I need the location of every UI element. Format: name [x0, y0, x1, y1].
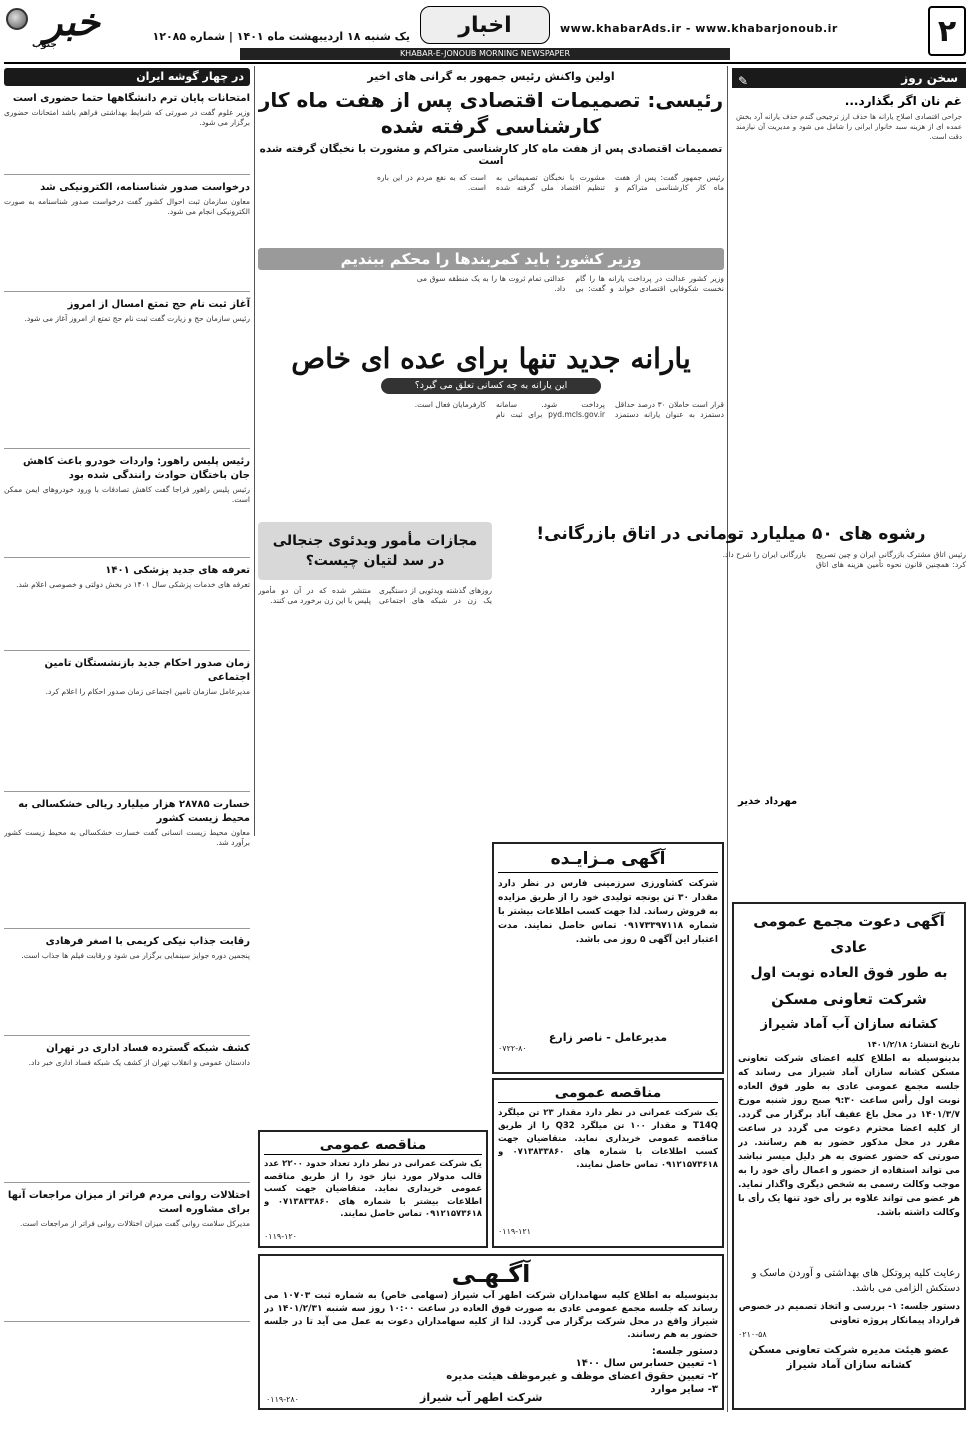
ad-majma-code: ۰۲۱۰-۵۸: [738, 1330, 767, 1339]
corner-news-body: رئیس سازمان حج و زیارت گفت ثبت نام حج تمتع از امروز آغاز می شود.: [24, 314, 250, 323]
yarane-subhead-box: [381, 378, 601, 394]
corner-news-item[interactable]: [4, 298, 250, 449]
vazir-body: وزیر کشور عدالت در پرداخت یارانه ها را گام نخست شکوفایی اقتصادی خواند و گفت: بی عدالتی تمام ثروت ها را به یک منطقه سوق می داد.: [416, 274, 724, 293]
logo-text: خبر: [44, 0, 100, 44]
ad-monaghese-1-body: یک شرکت عمرانی در نظر دارد مقدار ۲۳ تن میلگرد T14Q و مقدار ۱۰۰ تن میلگرد Q32 را از طریق مناقصه عمومی خریداری نماید. متقاضیان جهت کسب اطلاعات با شماره های ۰۷۱۳۸۳۳۸۶۰ و ۰۹۱۲۱۵۷۳۶۱۸ تماس حاصل نمایند.: [498, 1108, 718, 1170]
ad-majma-signature: عضو هیئت مدیره شرکت تعاونی مسکن کشانه سازان آماد شیراز: [748, 1344, 950, 1371]
mamur-body: روزهای گذشته ویدئویی از دستگیری یک زن در شبکه های اجتماعی منتشر شده که در آن دو مأمور پلیس با این زن برخورد می کنند.: [258, 586, 492, 605]
ad-aab-title: آگـهـی: [451, 1260, 531, 1288]
yarane-body: قرار است حاملان ۳۰ درصد حداقل دستمزد به عنوان یارانه دستمزد پرداخت شود. سامانه pyd.mcls.gov.ir برای ثبت نام کارفرمایان فعال است.: [414, 400, 724, 419]
ad-majma-note: رعایت کلیه پروتکل های بهداشتی و آوردن ماسک و دستکش الزامی می باشد.: [751, 1268, 960, 1294]
top-story: [258, 68, 724, 246]
ad-aab-signature: شرکت اطهر آب شیراز: [420, 1391, 543, 1404]
ad-aab-agenda-item: ۳- سایر موارد: [650, 1384, 718, 1395]
corner-news-body: رئیس پلیس راهور فراجا گفت کاهش تصادفات با ورود خودروهای ایمن ممکن است.: [4, 485, 250, 504]
issue-date: یک شنبه ۱۸ اردیبهشت ماه ۱۴۰۱ | شماره ۱۲۰۸۵: [152, 30, 410, 43]
mamur-headline[interactable]: مجازات مأمور ویدئوی جنجالی در سد لتیان چیست؟: [272, 533, 478, 569]
ad-mozayede-code: ۰۷۲۲-۸۰: [498, 1044, 527, 1053]
corner-news: [4, 68, 250, 1410]
corner-news-item[interactable]: [4, 657, 250, 792]
ad-majma-title-line: به طور فوق العاده نوبت اول: [750, 965, 948, 981]
ad-majma-title-line: کشانه سازان آب آماد شیراز: [760, 1017, 938, 1032]
ad-majma-date: تاریخ انتشار: ۱۴۰۱/۲/۱۸: [867, 1040, 960, 1049]
corner-news-body: تعرفه های خدمات پزشکی سال ۱۴۰۱ در بخش دولتی و خصوصی اعلام شد.: [16, 580, 250, 589]
corner-news-title[interactable]: درخواست صدور شناسنامه، الکترونیکی شد: [40, 182, 250, 193]
ad-majma-title-line: آگهی دعوت مجمع عمومی عادی: [753, 912, 945, 956]
vazir-headline-bar: [258, 248, 724, 270]
roshve-story: [496, 522, 966, 838]
corner-news-item[interactable]: [4, 181, 250, 292]
globe-icon: [6, 8, 28, 30]
editorial-label-box: سخن روز ✎: [732, 68, 966, 88]
corner-news-title[interactable]: آغاز ثبت نام حج تمتع امسال از امروز: [67, 299, 250, 310]
section-title-box: [420, 6, 550, 44]
corner-news-item[interactable]: [4, 564, 250, 651]
ad-aab: [258, 1254, 724, 1410]
top-story-body: رئیس جمهور گفت: پس از هفت ماه کار کارشناسی متراکم و مشورت با نخبگان تصمیماتی به تنظیم اقتصاد ملی گرفته شده است که به نفع مردم در این باره است.: [377, 173, 724, 192]
ad-mozayede-body: شرکت کشاورزی سرزمینی فارس در نظر دارد مقدار ۳۰ تن یونجه تولیدی خود را از طریق مزایده به فروش رساند. لذا جهت کسب اطلاعات بیشتر با شماره ۰۹۱۷۳۳۹۷۱۱۸ تماس حاصل نمایند. مدت اعتبار این آگهی ۵ روز می باشد.: [498, 879, 718, 945]
ad-majma-title-line: شرکت تعاونی مسکن: [771, 990, 927, 1008]
ad-monaghese-2-code: ۰۱۱۹-۱۲۰: [264, 1232, 297, 1241]
corner-news-title[interactable]: کشف شبکه گسترده فساد اداری در تهران: [46, 1043, 250, 1054]
page-number-box: [928, 6, 966, 56]
corner-news-title[interactable]: خسارت ۲۸۷۸۵ هزار میلیارد ریالی خشکسالی به محیط زیست کشور: [18, 799, 250, 824]
quill-icon: ✎: [738, 74, 749, 88]
mamur-headline-box: [258, 522, 492, 580]
corner-news-body: پنجمین دوره جوایز سینمایی برگزار می شود و رقابت فیلم ها جذاب است.: [21, 951, 250, 960]
corner-news-item[interactable]: [4, 455, 250, 558]
editorial-author: مهرداد خدیر: [738, 796, 798, 807]
ad-monaghese-1-title: مناقصه عمومی: [498, 1084, 718, 1103]
ad-aab-agenda-item: ۲- تعیین حقوق اعضای موظف و غیرموظف هیئت مدیره: [446, 1371, 718, 1382]
logo: [4, 0, 104, 58]
ad-mozayede-signature: مدیرعامل - ناصر زارع: [548, 1031, 668, 1044]
editorial-title: غم نان اگر بگذارد...: [844, 94, 962, 108]
ad-monaghese-1: [492, 1078, 724, 1248]
corner-news-body: معاون محیط زیست انسانی گفت خسارت خشکسالی به محیط زیست کشور برآورد شد.: [4, 828, 250, 847]
corner-news-title[interactable]: امتحانات پایان ترم دانشگاهها حتما حضوری است: [12, 93, 250, 104]
corner-news-item[interactable]: [4, 92, 250, 175]
yarane-subhead: این یارانه به چه کسانی تعلق می گیرد؟: [414, 380, 568, 391]
top-story-headline[interactable]: رئیسی: تصمیمات اقتصادی پس از هفت ماه کار کارشناسی گرفته شده: [258, 88, 724, 138]
site-urls[interactable]: www.khabarAds.ir - www.khabarjonoub.ir: [560, 22, 838, 35]
corner-news-item[interactable]: [4, 1042, 250, 1183]
yarane-headline[interactable]: یارانه جدید تنها برای عده ای خاص: [291, 342, 691, 375]
ad-aab-body: بدینوسیله به اطلاع کلیه سهامداران شرکت اطهر آب شیراز (سهامی خاص) به شماره ثبت ۱۰۷۰۳ می رساند که جلسه مجمع عمومی عادی به صورت فوق العاده در ساعت ۱۰:۰۰ روز سه شنبه ۱۴۰۱/۲/۳۱ در شیراز واقع در محل شرکت برگزار می گردد. لذا از کلیه سهامداران دعوت به عمل می آید تا در جلسه حضور به هم رسانند.: [264, 1291, 718, 1340]
corner-news-list: [4, 92, 250, 1322]
page-number: ۲: [937, 13, 957, 49]
corner-news-title[interactable]: زمان صدور احکام جدید بازنشستگان تامین اجتماعی: [44, 658, 250, 683]
ad-majma-body: بدینوسیله به اطلاع کلیه اعضای شرکت تعاونی مسکن کشانه سازان آماد شیراز می رساند که جلسه مجمع عمومی عادی به طور فوق العاده نوبت اول رأس ساعت ۹:۳۰ صبح روز شنبه مورخ ۱۴۰۱/۳/۷ در محل باغ عفیف آباد برگزار می گردد. از کلیه اعضا محترم دعوت می گردد در ساعت مقرر در محل مذکور حضور به هم رسانند. در صورتی که حضور عضوی به هر دلیل میسر نباشد می تواند استفاده از حضور و اعمال رأی خود را به موجب وکالت رسمی به شخص دیگری واگذار نماید. هر عضو می تواند علاوه بر رأی خود تنها یک رأی با وکالت داشته باشد.: [738, 1054, 960, 1218]
top-story-subhead: تصمیمات اقتصادی پس از هفت ماه کار کارشناسی متراکم و مشورت با نخبگان گرفته شده است: [259, 143, 723, 167]
corner-news-body: معاون سازمان ثبت احوال کشور گفت درخواست صدور شناسنامه به صورت الکترونیکی انجام می شود.: [4, 197, 250, 216]
corner-news-body: وزیر علوم گفت در صورتی که شرایط بهداشتی فراهم باشد امتحانات حضوری برگزار می شود.: [4, 108, 250, 127]
corner-news-title[interactable]: اختلالات روانی مردم فراتر از میزان مراجعات آنها برای مشاوره است: [7, 1190, 250, 1215]
ad-majma: [732, 902, 966, 1410]
yarane-story: [258, 342, 724, 518]
corner-news-title[interactable]: رئیس پلیس راهور: واردات خودرو باعث کاهش جان باختگان حوادث رانندگی شده بود: [23, 456, 250, 481]
ad-aab-agenda-item: ۱- تعیین حسابرس سال ۱۴۰۰: [575, 1358, 718, 1369]
corner-news-item[interactable]: [4, 798, 250, 929]
editorial-body: جراحی اقتصادی اصلاح یارانه ها حذف ارز ترجیحی گندم حذف یارانه آرد بخش عمده ای از هزینه سبد خانوار ایرانی را شامل می شود و مدیریت آن نیازمند دقت است.: [736, 113, 962, 141]
ad-monaghese-2-title: مناقصه عمومی: [264, 1136, 482, 1155]
corner-news-title[interactable]: رقابت جذاب نیکی کریمی با اصغر فرهادی: [45, 936, 250, 947]
corner-news-body: مدیرعامل سازمان تامین اجتماعی زمان صدور احکام را اعلام کرد.: [45, 687, 250, 696]
corner-news-body: مدیرکل سلامت روانی گفت میزان اختلالات روانی فراتر از مراجعات است.: [20, 1219, 250, 1228]
top-story-kicker: اولین واکنش رئیس جمهور به گرانی های اخیر: [367, 70, 615, 83]
mamur-story: [258, 522, 492, 836]
vazir-story: [258, 248, 724, 340]
corner-news-body: دادستان عمومی و انقلاب تهران از کشف یک شبکه فساد اداری خبر داد.: [28, 1058, 250, 1067]
corner-news-title[interactable]: تعرفه های جدید پزشکی ۱۴۰۱: [105, 565, 250, 576]
ad-majma-agenda: دستور جلسه: ۱- بررسی و اتخاذ تصمیم در خصوص قرارداد پیمانکار پروژه تعاونی: [738, 1302, 960, 1326]
masthead: [0, 0, 970, 64]
ad-aab-agenda-title: دستور جلسه:: [651, 1346, 718, 1357]
ad-monaghese-2-body: یک شرکت عمرانی در نظر دارد تعداد حدود ۲۲۰۰ عدد قالب مدولار مورد نیاز خود را از طریق مناقصه عمومی خریداری نماید. متقاضیان جهت کسب اطلاعات بیشتر با شماره های ۰۷۱۳۸۳۳۸۶۰ و ۰۹۱۲۱۵۷۳۶۱۸ تماس حاصل نمایند.: [264, 1159, 482, 1219]
ad-monaghese-2: [258, 1130, 488, 1248]
ad-monaghese-1-code: ۰۱۱۹-۱۲۱: [498, 1227, 531, 1236]
roshve-body: رئیس اتاق مشترک بازرگانی ایران و چین تصریح کرد: همچنین قانون نحوه تأمین هزینه های اتاق بازرگانی ایران را شرح داد.: [722, 550, 966, 569]
section-title: اخبار: [458, 12, 512, 38]
ad-mozayede: [492, 842, 724, 1074]
ad-majma-title: [738, 908, 960, 1038]
corner-label-bar: در چهار گوشه ایران: [4, 68, 250, 86]
corner-news-item[interactable]: [4, 935, 250, 1036]
english-strip: KHABAR-E-JONOUB MORNING NEWSPAPER: [240, 48, 730, 60]
logo-sub: جنوب: [32, 40, 57, 50]
roshve-headline[interactable]: رشوه های ۵۰ میلیارد تومانی در اتاق بازرگانی!: [536, 524, 926, 544]
vazir-headline[interactable]: وزیر کشور: باید کمربندها را محکم ببندیم: [340, 250, 642, 268]
ad-aab-code: ۰۱۱۹-۲۸۰: [266, 1395, 299, 1404]
corner-news-item[interactable]: [4, 1189, 250, 1322]
ad-mozayede-title: آگهی مـزایـده: [498, 848, 718, 873]
